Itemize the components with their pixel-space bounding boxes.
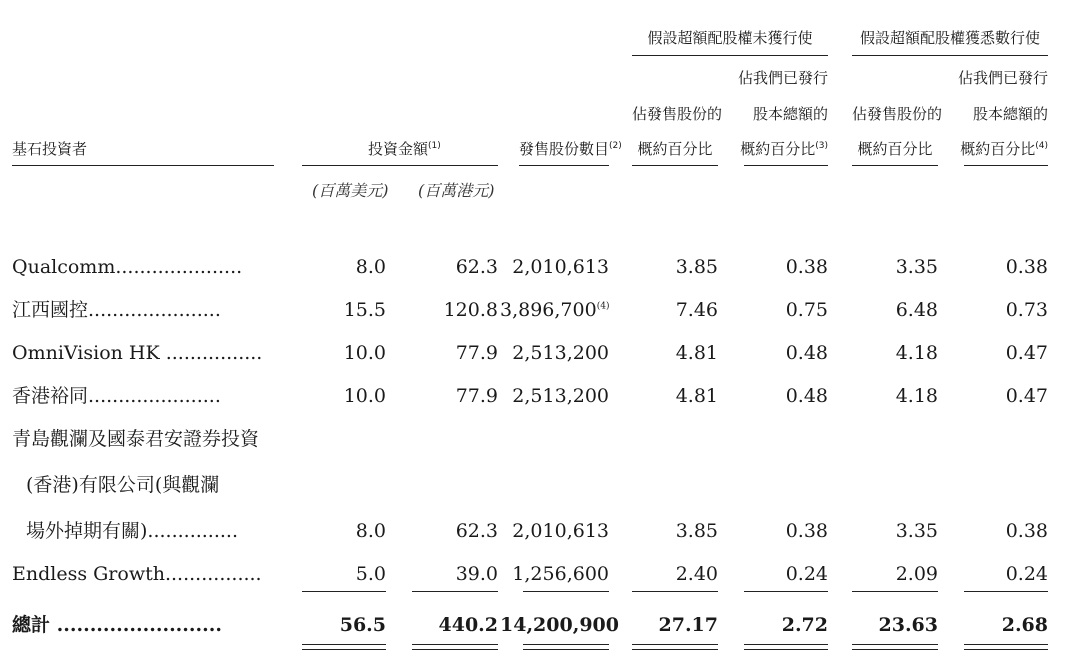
total-pct-offer-a: 27.17 — [658, 614, 718, 636]
subtotal-rule-hkd — [412, 591, 498, 592]
total-pct-total-a: 2.72 — [781, 614, 828, 636]
cell-pct-offer-a: 4.81 — [675, 342, 718, 364]
cell-pct-total-a: 0.48 — [785, 342, 828, 364]
subtotal-rule-pct-offer-a — [632, 591, 718, 592]
header-rule-pct-total-a — [744, 165, 828, 166]
cell-usd: 10.0 — [343, 385, 386, 407]
subtotal-rule-usd — [302, 591, 386, 592]
cell-hkd: 120.8 — [443, 299, 498, 321]
header-investor: 基石投資者 — [12, 140, 88, 158]
row-name: 場外掉期有關)............... — [26, 520, 239, 542]
cell-pct-offer-a: 3.85 — [675, 256, 718, 278]
header-pct-total-b-l3: 概約百分比$^{(4)}$ — [960, 140, 1048, 158]
cell-shares: 2,010,613 — [512, 256, 609, 278]
cell-usd: 8.0 — [355, 256, 386, 278]
total-name: 總計 ......................... — [12, 614, 222, 636]
cell-pct-offer-b: 6.48 — [895, 299, 938, 321]
header-pct-offer-a-l1: 佔發售股份的 — [632, 105, 723, 123]
header-pct-total-b-l2: 股本總額的 — [972, 105, 1048, 123]
header-rule-investment-amount — [302, 165, 498, 166]
cell-pct-offer-a: 4.81 — [675, 385, 718, 407]
group-header-not-exercised: 假設超額配股權未獲行使 — [647, 29, 813, 47]
total-double-rule-pct-total-a — [744, 644, 828, 650]
header-pct-total-a-l2: 股本總額的 — [752, 105, 828, 123]
header-pct-total-a-l3: 概約百分比$^{(3)}$ — [740, 140, 828, 158]
cell-usd: 8.0 — [355, 520, 386, 542]
header-rule-shares — [519, 165, 609, 166]
row-name: Endless Growth................ — [12, 563, 262, 585]
cell-hkd: 62.3 — [455, 256, 498, 278]
header-pct-offer-b-l1: 佔發售股份的 — [852, 105, 943, 123]
total-hkd: 440.2 — [438, 614, 498, 636]
cell-pct-offer-a: 3.85 — [675, 520, 718, 542]
header-pct-total-b-l1: 佔我們已發行 — [957, 69, 1048, 87]
header-investment-amount: 投資金額$^{(1)}$ — [368, 140, 441, 158]
header-rule-pct-offer-a — [632, 165, 718, 166]
unit-hkd: (百萬港元) — [418, 181, 495, 200]
cell-pct-offer-b: 4.18 — [895, 385, 938, 407]
header-pct-total-a-l1: 佔我們已發行 — [737, 69, 828, 87]
row-name: OmniVision HK ................ — [12, 342, 263, 364]
cell-hkd: 62.3 — [455, 520, 498, 542]
total-pct-total-b: 2.68 — [1001, 614, 1048, 636]
cell-pct-offer-b: 3.35 — [895, 520, 938, 542]
cell-shares: 2,513,200 — [512, 342, 609, 364]
cell-pct-offer-b: 3.35 — [895, 256, 938, 278]
group-rule-fully-exercised — [852, 55, 1048, 56]
subtotal-rule-pct-total-b — [964, 591, 1048, 592]
total-double-rule-shares — [523, 644, 609, 650]
unit-usd: (百萬美元) — [312, 181, 389, 200]
total-shares: 14,200,900 — [500, 614, 619, 636]
total-double-rule-usd — [302, 644, 386, 650]
header-rule-investor — [12, 165, 274, 166]
cell-shares: 1,256,600 — [512, 563, 609, 585]
total-double-rule-pct-offer-a — [632, 644, 718, 650]
cell-pct-total-a: 0.48 — [785, 385, 828, 407]
cell-pct-total-b: 0.47 — [1005, 342, 1048, 364]
subtotal-rule-shares — [523, 591, 609, 592]
cell-pct-total-a: 0.24 — [785, 563, 828, 585]
cell-pct-offer-a: 7.46 — [675, 299, 718, 321]
header-rule-pct-total-b — [964, 165, 1048, 166]
total-pct-offer-b: 23.63 — [878, 614, 938, 636]
total-double-rule-pct-offer-b — [852, 644, 938, 650]
header-pct-offer-b-l2: 概約百分比 — [857, 140, 933, 158]
cell-pct-offer-a: 2.40 — [675, 563, 718, 585]
header-rule-pct-offer-b — [852, 165, 938, 166]
total-usd: 56.5 — [339, 614, 386, 636]
group-rule-not-exercised — [632, 55, 828, 56]
group-header-fully-exercised: 假設超額配股權獲悉數行使 — [859, 29, 1040, 47]
cell-hkd: 77.9 — [455, 342, 498, 364]
total-double-rule-pct-total-b — [964, 644, 1048, 650]
row-name: 香港裕同...................... — [12, 385, 221, 407]
row-name-line2: (香港)有限公司(與觀瀾 — [26, 474, 220, 496]
row-name-line1: 青島觀瀾及國泰君安證券投資 — [12, 428, 260, 450]
cell-pct-total-b: 0.47 — [1005, 385, 1048, 407]
header-pct-offer-a-l2: 概約百分比 — [637, 140, 713, 158]
cell-usd: 5.0 — [355, 563, 386, 585]
cell-pct-total-b: 0.38 — [1005, 520, 1048, 542]
cell-pct-total-b: 0.38 — [1005, 256, 1048, 278]
subtotal-rule-pct-total-a — [744, 591, 828, 592]
cell-pct-total-a: 0.38 — [785, 256, 828, 278]
cell-shares: 2,010,613 — [512, 520, 609, 542]
cell-pct-total-b: 0.73 — [1005, 299, 1048, 321]
cell-hkd: 39.0 — [455, 563, 498, 585]
cell-pct-total-a: 0.38 — [785, 520, 828, 542]
header-shares: 發售股份數目$^{(2)}$ — [519, 140, 622, 158]
cell-shares: 3,896,700$^{(4)}$ — [500, 299, 610, 321]
row-name: Qualcomm..................... — [12, 256, 243, 278]
cell-pct-offer-b: 2.09 — [895, 563, 938, 585]
cell-usd: 10.0 — [343, 342, 386, 364]
cell-pct-total-b: 0.24 — [1005, 563, 1048, 585]
cell-shares: 2,513,200 — [512, 385, 609, 407]
row-name: 江西國控...................... — [12, 299, 221, 321]
cell-pct-total-a: 0.75 — [785, 299, 828, 321]
total-double-rule-hkd — [412, 644, 498, 650]
subtotal-rule-pct-offer-b — [852, 591, 938, 592]
cell-hkd: 77.9 — [455, 385, 498, 407]
cell-pct-offer-b: 4.18 — [895, 342, 938, 364]
cell-usd: 15.5 — [343, 299, 386, 321]
